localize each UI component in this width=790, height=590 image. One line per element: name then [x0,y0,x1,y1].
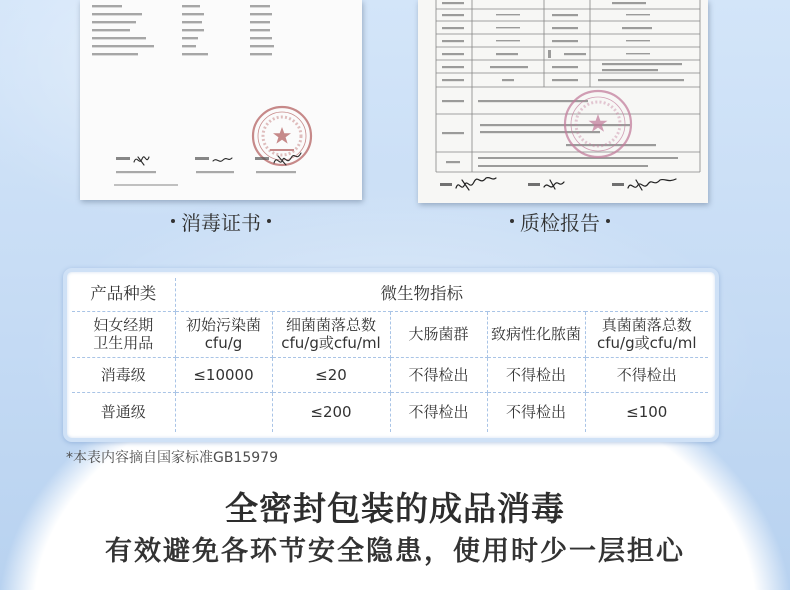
value-cell: 不得检出 [390,357,487,392]
microbial-standards-table-card [63,268,719,442]
microbial-standards-table [72,278,708,432]
subheader-coliforms [390,311,487,357]
table-row-ordinary-grade [72,392,708,432]
value-cell: ≤10000 [175,357,272,392]
value-cell: ≤20 [272,357,390,392]
column-name: 大肠菌群 [408,325,469,343]
subheader-fungal-colony-count [585,311,708,357]
column-name: 初始污染菌 [185,316,261,334]
column-unit: cfu/g [204,334,243,352]
table-source-footnote: *本表内容摘自国家标准GB15979 [66,450,278,466]
value-cell: ≤200 [272,392,390,432]
quality-report-image [416,0,712,210]
table-row-disinfection-grade [72,357,708,392]
certificate-date-lines [116,171,296,173]
column-name: 真菌菌落总数 [601,316,692,334]
quality-report-label [460,207,660,235]
bullet-dot [606,219,610,223]
table-header-microbial-indicators: 微生物指标 [175,278,708,311]
table-header-row [72,278,708,311]
value-cell: 不得检出 [487,357,585,392]
headline: 全密封包装的成品消毒 [225,489,565,528]
disinfection-certificate-label [121,207,321,235]
bullet-dot [510,219,514,223]
certificate-footer-line [114,184,178,186]
value-cell: 不得检出 [390,392,487,432]
category-line: 妇女经期 [93,316,154,334]
column-name: 致病性化脓菌 [490,325,581,343]
grade-cell: 普通级 [72,392,175,432]
value-cell [175,392,272,432]
certificate-stamp [253,107,311,165]
subheader-pyogenic-bacteria [487,311,585,357]
value-cell: ≤100 [626,403,668,422]
quality-report-label-text: 质检报告 [520,210,600,235]
category-line: 卫生用品 [93,334,154,352]
table-header-product-type: 产品种类 [72,278,175,311]
grade-cell: 消毒级 [72,357,175,392]
subheader-category-cell [72,311,175,357]
disinfection-certificate-image [78,0,368,206]
column-name: 细菌菌落总数 [285,316,376,334]
column-unit: cfu/g或cfu/ml [281,334,381,352]
bullet-dot [171,219,175,223]
subheader-initial-contamination [175,311,272,357]
value-cell: 不得检出 [585,357,708,392]
value-cell: 不得检出 [487,392,585,432]
subheader-bacterial-colony-count [272,311,390,357]
table-subheader-row [72,311,708,357]
disinfection-certificate-label-text: 消毒证书 [181,210,261,235]
column-unit: cfu/g或cfu/ml [597,334,697,352]
bullet-dot [267,219,271,223]
subheadline: 有效避免各环节安全隐患，使用时少一层担心 [105,536,685,567]
